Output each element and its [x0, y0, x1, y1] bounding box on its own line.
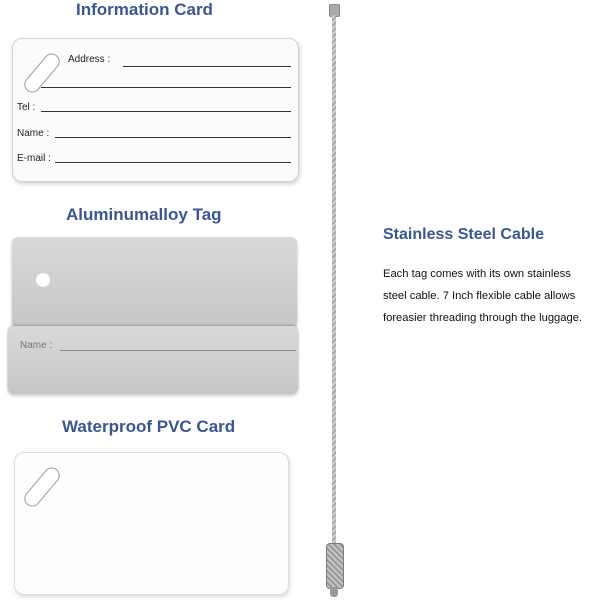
pvc-card-title: Waterproof PVC Card: [62, 417, 236, 436]
address-line-2: [41, 87, 291, 88]
email-line: [55, 162, 291, 163]
cable-description-line-3: foreasier threading through the luggage.: [383, 312, 583, 324]
address-line: [123, 66, 291, 67]
cable-wire: [332, 15, 336, 545]
aluminum-tag-bottom-plate: [8, 326, 298, 394]
aluminum-name-label: Name :: [20, 340, 53, 351]
cable-description-line-2: steel cable. 7 Inch flexible cable allows: [383, 290, 576, 302]
cable-title: Stainless Steel Cable: [383, 226, 544, 243]
email-label: E-mail :: [17, 153, 51, 164]
card-slot: [21, 464, 63, 510]
pvc-card: [14, 452, 289, 595]
information-card: [12, 38, 299, 182]
name-line: [55, 137, 291, 138]
cable-description-line-1: Each tag comes with its own stainless: [383, 268, 571, 280]
aluminum-tag-top-plate: [12, 237, 297, 327]
steel-cable: [329, 0, 339, 600]
address-label: Address :: [68, 54, 111, 65]
information-card-title: Information Card: [76, 0, 213, 19]
tel-line: [41, 111, 291, 112]
cable-bottom-cap: [330, 587, 338, 597]
aluminum-tag-title: Aluminumalloy Tag: [66, 205, 222, 224]
card-slot: [21, 50, 63, 96]
tag-hole: [36, 273, 50, 287]
tel-label: Tel :: [17, 102, 36, 113]
cable-screw-lock: [326, 543, 344, 589]
name-label: Name :: [17, 128, 50, 139]
aluminum-name-line: [60, 350, 296, 351]
